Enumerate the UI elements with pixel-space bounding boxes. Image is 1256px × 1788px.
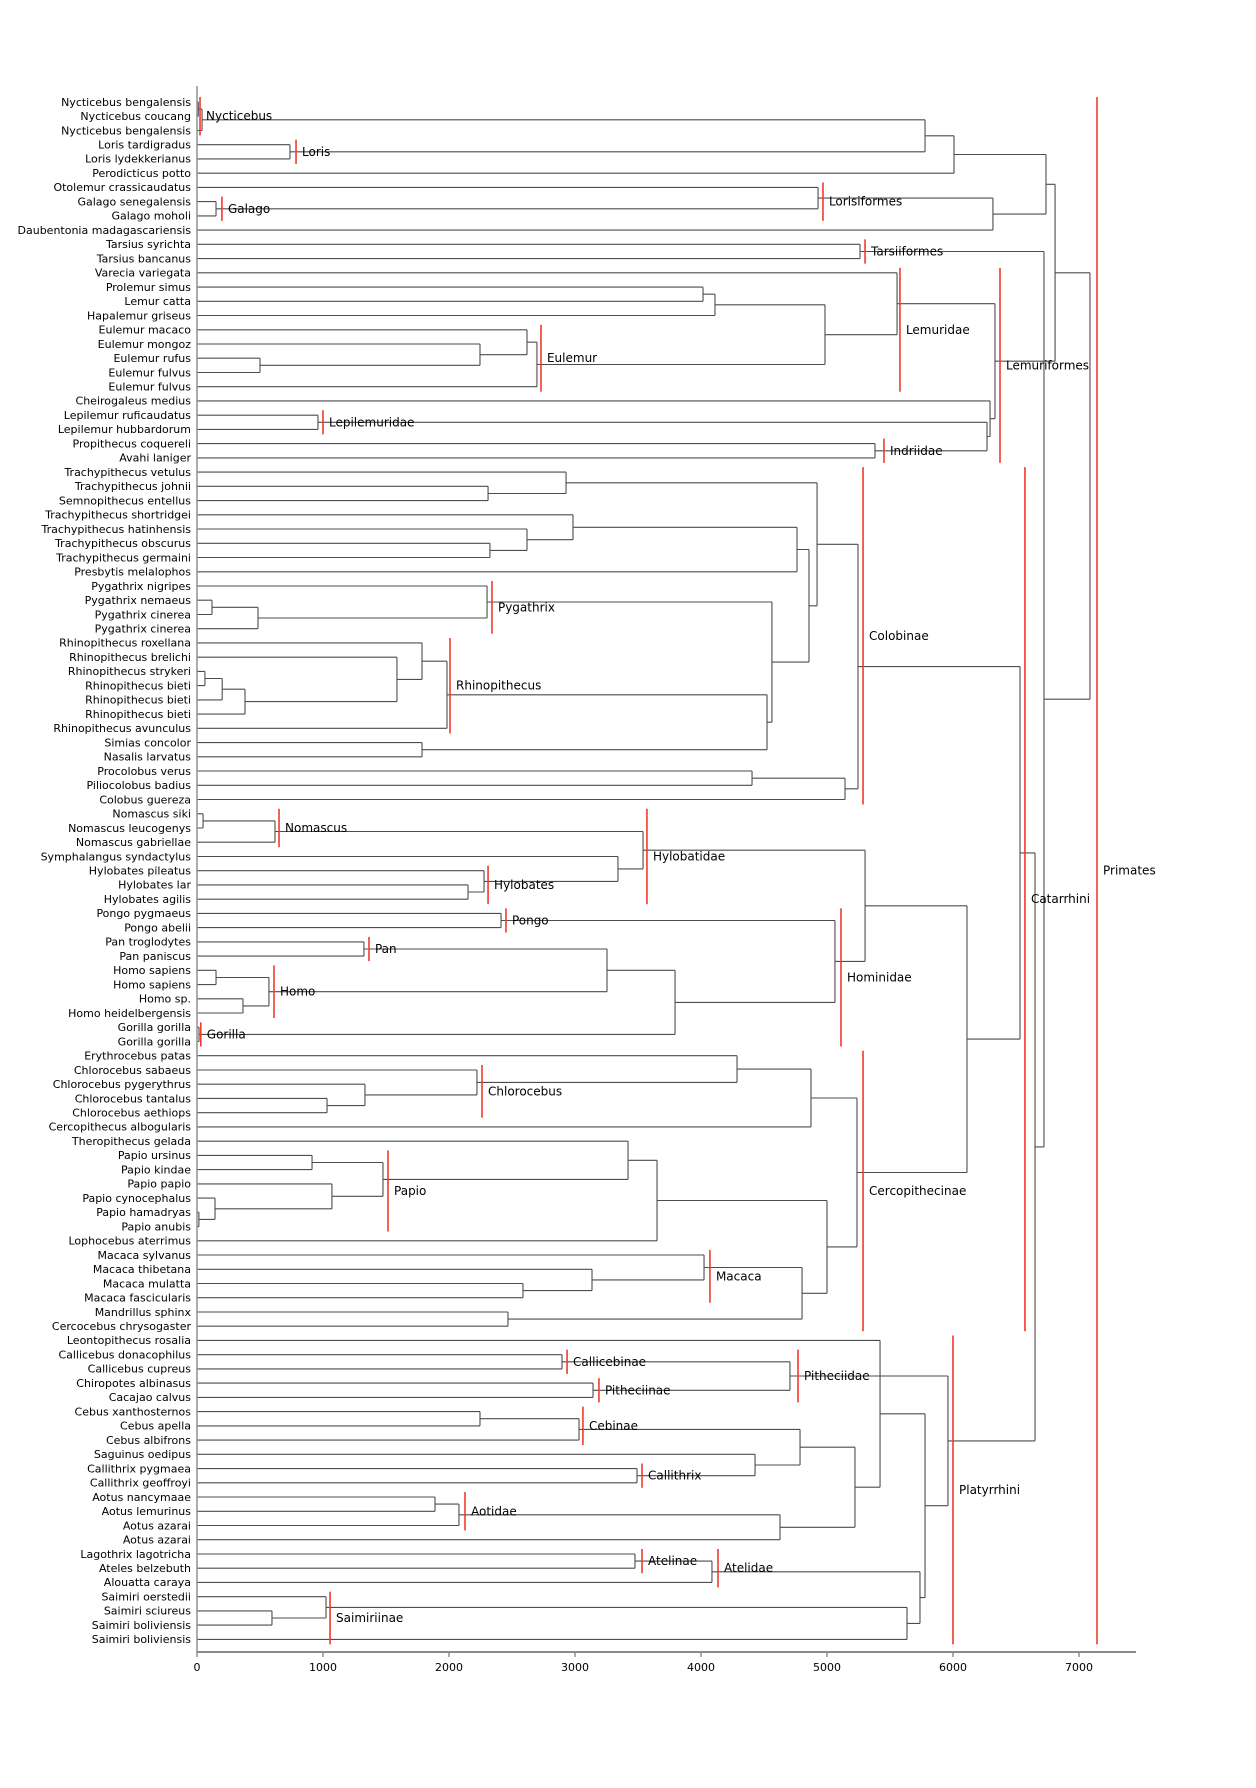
tip-label: Lepilemur ruficaudatus — [63, 408, 191, 422]
clade-label-saimiriinae: Saimiriinae — [336, 1611, 404, 1626]
clade-label-catarrhini: Catarrhini — [1030, 892, 1091, 907]
tip-label: Callicebus cupreus — [87, 1362, 191, 1376]
tip-label: Presbytis melalophos — [74, 565, 191, 579]
tip-label: Propithecus coquereli — [72, 437, 191, 451]
tip-label: Callithrix pygmaea — [87, 1462, 191, 1476]
x-axis-tick-label: 0 — [193, 1661, 201, 1674]
tip-label: Macaca fascicularis — [84, 1291, 191, 1305]
tip-label: Chlorocebus pygerythrus — [52, 1078, 191, 1092]
x-axis-tick-label: 1000 — [309, 1661, 337, 1674]
tip-label: Symphalangus syndactylus — [40, 850, 191, 864]
clade-label-eulemur: Eulemur — [546, 351, 598, 366]
tip-label: Pygathrix nigripes — [91, 579, 191, 593]
tip-label: Papio ursinus — [117, 1149, 191, 1163]
tip-label: Pongo abelii — [124, 921, 191, 935]
tip-label: Lophocebus aterrimus — [68, 1234, 191, 1248]
tip-label: Eulemur mongoz — [97, 337, 191, 351]
tip-label: Chlorocebus aethiops — [72, 1106, 191, 1120]
clade-label-atelinae: Atelinae — [648, 1554, 698, 1569]
tip-label: Varecia variegata — [94, 266, 191, 280]
tip-label: Cebus albifrons — [105, 1433, 191, 1447]
tip-label: Macaca sylvanus — [97, 1248, 191, 1262]
tip-label: Loris lydekkerianus — [85, 152, 191, 166]
tip-label: Hapalemur griseus — [86, 309, 191, 323]
clade-label-pitheciidae: Pitheciidae — [804, 1369, 870, 1384]
clade-label-atelidae: Atelidae — [724, 1561, 774, 1576]
clade-label-nycticebus: Nycticebus — [206, 109, 273, 124]
tip-label: Callicebus donacophilus — [58, 1348, 191, 1362]
tip-label: Prolemur simus — [105, 280, 191, 294]
tip-label: Rhinopithecus roxellana — [59, 636, 191, 650]
tip-label: Lemur catta — [124, 295, 191, 309]
tip-label: Galago moholi — [111, 209, 191, 223]
tip-label: Cercopithecus albogularis — [48, 1120, 191, 1134]
tip-label: Cacajao calvus — [108, 1391, 191, 1405]
clade-label-gorilla: Gorilla — [206, 1027, 246, 1042]
tip-label: Lepilemur hubbardorum — [57, 423, 191, 437]
tip-label: Mandrillus sphinx — [94, 1305, 191, 1319]
tip-label: Trachypithecus shortridgei — [45, 508, 191, 522]
tip-label: Nomascus leucogenys — [68, 821, 191, 835]
clade-label-aotidae: Aotidae — [471, 1504, 517, 1519]
tip-label: Rhinopithecus bieti — [85, 693, 191, 707]
x-axis-tick-label: 6000 — [939, 1661, 967, 1674]
tip-label: Loris tardigradus — [98, 138, 191, 152]
tip-label: Nasalis larvatus — [103, 750, 191, 764]
tip-label: Trachypithecus hatinhensis — [41, 522, 191, 536]
tip-label: Semnopithecus entellus — [58, 494, 191, 508]
tip-label: Homo sp. — [138, 992, 191, 1006]
tip-label: Perodicticus potto — [92, 166, 191, 180]
x-axis-tick-label: 3000 — [561, 1661, 589, 1674]
tip-label: Trachypithecus obscurus — [55, 537, 191, 551]
tip-label: Eulemur rufus — [113, 352, 191, 366]
tip-label: Theropithecus gelada — [71, 1134, 191, 1148]
clade-label-lemuriformes: Lemuriformes — [1005, 358, 1090, 373]
clade-label-nomascus: Nomascus — [285, 820, 348, 835]
clade-label-primates: Primates — [1103, 863, 1156, 878]
tip-label: Cebus xanthosternos — [74, 1405, 191, 1419]
tip-label: Hylobates pileatus — [88, 864, 191, 878]
tip-label: Colobus guereza — [99, 793, 191, 807]
clade-label-hylobates: Hylobates — [494, 877, 555, 892]
tip-label: Nomascus siki — [112, 807, 191, 821]
clade-label-macaca: Macaca — [715, 1269, 762, 1284]
tip-label: Ateles belzebuth — [98, 1562, 191, 1576]
tip-label: Rhinopithecus bieti — [85, 707, 191, 721]
clade-label-platyrrhini: Platyrrhini — [959, 1482, 1021, 1497]
tip-label: Cercocebus chrysogaster — [51, 1320, 191, 1334]
tip-label: Pan troglodytes — [105, 935, 191, 949]
tip-label: Nycticebus coucang — [80, 110, 191, 124]
tip-label: Macaca thibetana — [92, 1263, 191, 1277]
tip-label: Trachypithecus vetulus — [64, 465, 191, 479]
clade-label-pitheciinae: Pitheciinae — [604, 1383, 671, 1398]
tip-label: Eulemur macaco — [98, 323, 191, 337]
tip-label: Cheirogaleus medius — [75, 394, 191, 408]
tip-label: Trachypithecus germaini — [56, 551, 191, 565]
tip-label: Tarsius bancanus — [96, 252, 191, 266]
tip-label: Papio anubis — [121, 1220, 191, 1234]
tip-label: Hylobates agilis — [103, 892, 191, 906]
x-axis-tick-label: 5000 — [813, 1661, 841, 1674]
tip-label: Rhinopithecus brelichi — [69, 650, 191, 664]
tip-label: Papio cynocephalus — [82, 1191, 191, 1205]
tip-label: Tarsius syrichta — [105, 238, 191, 252]
tip-label: Pygathrix nemaeus — [84, 594, 191, 608]
tip-label: Simias concolor — [104, 736, 191, 750]
tip-label: Chiropotes albinasus — [76, 1376, 191, 1390]
tip-label: Rhinopithecus avunculus — [53, 722, 191, 736]
clade-label-indriidae: Indriidae — [889, 443, 943, 458]
tip-label: Macaca mulatta — [102, 1277, 191, 1291]
tip-label: Nycticebus bengalensis — [61, 124, 191, 138]
tip-label: Leontopithecus rosalia — [66, 1334, 191, 1348]
clade-label-rhinopithecus: Rhinopithecus — [456, 678, 542, 693]
tip-label: Callithrix geoffroyi — [89, 1476, 191, 1490]
tip-label: Saimiri boliviensis — [91, 1618, 191, 1632]
tip-label: Gorilla gorilla — [117, 1035, 191, 1049]
tip-label: Homo heidelbergensis — [68, 1006, 191, 1020]
tip-label: Saimiri oerstedii — [101, 1590, 191, 1604]
x-axis-tick-label: 2000 — [435, 1661, 463, 1674]
x-axis-tick-label: 7000 — [1065, 1661, 1093, 1674]
tip-label: Aotus lemurinus — [101, 1505, 191, 1519]
tip-label: Aotus azarai — [122, 1533, 191, 1547]
tip-label: Saimiri boliviensis — [91, 1633, 191, 1647]
tip-label: Pongo pygmaeus — [96, 907, 191, 921]
clade-label-pan: Pan — [374, 941, 397, 956]
clade-label-galago: Galago — [227, 201, 271, 216]
tip-label: Galago senegalensis — [77, 195, 191, 209]
clade-label-hylobatidae: Hylobatidae — [652, 849, 726, 864]
clade-label-papio: Papio — [394, 1183, 427, 1198]
tip-label: Pygathrix cinerea — [94, 622, 191, 636]
tip-label: Avahi laniger — [119, 451, 191, 465]
tip-label: Rhinopithecus strykeri — [67, 665, 191, 679]
tip-label: Procolobus verus — [97, 764, 191, 778]
clade-label-callithrix: Callithrix — [648, 1468, 702, 1483]
clade-label-hominidae: Hominidae — [846, 970, 912, 985]
tip-label: Piliocolobus badius — [86, 779, 191, 793]
tip-label: Eulemur fulvus — [108, 380, 191, 394]
tip-label: Papio kindae — [120, 1163, 191, 1177]
tip-label: Aotus azarai — [122, 1519, 191, 1533]
clade-label-tarsiiformes: Tarsiiformes — [871, 244, 944, 259]
tip-label: Homo sapiens — [113, 978, 191, 992]
tip-label: Erythrocebus patas — [84, 1049, 191, 1063]
clade-label-lorisiformes: Lorisiformes — [828, 194, 903, 209]
tip-label: Nycticebus bengalensis — [61, 95, 191, 109]
tip-label: Papio papio — [127, 1177, 191, 1191]
tip-label: Eulemur fulvus — [108, 366, 191, 380]
clade-label-chlorocebus: Chlorocebus — [488, 1084, 563, 1099]
clade-label-colobinae: Colobinae — [869, 628, 929, 643]
tip-label: Chlorocebus tantalus — [74, 1092, 191, 1106]
tip-label: Saimiri sciureus — [103, 1604, 191, 1618]
clade-label-homo: Homo — [279, 984, 316, 999]
clade-label-lepilemuridae: Lepilemuridae — [329, 415, 415, 430]
tip-label: Lagothrix lagotricha — [80, 1547, 191, 1561]
clade-label-callicebinae: Callicebinae — [573, 1354, 647, 1369]
clade-label-loris: Loris — [302, 144, 331, 159]
tip-label: Nomascus gabriellae — [75, 836, 191, 850]
tip-label: Hylobates lar — [118, 878, 191, 892]
tip-label: Daubentonia madagascariensis — [17, 223, 191, 237]
tip-label: Papio hamadryas — [96, 1206, 191, 1220]
tip-label: Chlorocebus sabaeus — [73, 1063, 191, 1077]
clade-label-pongo: Pongo — [511, 913, 549, 928]
tip-label: Trachypithecus johnii — [74, 480, 191, 494]
tip-label: Alouatta caraya — [103, 1576, 191, 1590]
clade-label-pygathrix: Pygathrix — [497, 600, 555, 615]
tip-label: Cebus apella — [120, 1419, 191, 1433]
clade-label-cebinae: Cebinae — [588, 1418, 639, 1433]
tip-label: Pygathrix cinerea — [94, 608, 191, 622]
clade-label-lemuridae: Lemuridae — [905, 322, 970, 337]
clade-label-cercopithecinae: Cercopithecinae — [869, 1183, 967, 1198]
tip-label: Aotus nancymaae — [92, 1490, 191, 1504]
tip-label: Gorilla gorilla — [117, 1021, 191, 1035]
tip-label: Saguinus oedipus — [93, 1448, 191, 1462]
x-axis-tick-label: 4000 — [687, 1661, 715, 1674]
tip-label: Homo sapiens — [113, 964, 191, 978]
tip-label: Pan paniscus — [119, 949, 191, 963]
tip-label: Rhinopithecus bieti — [85, 679, 191, 693]
tip-label: Otolemur crassicaudatus — [53, 181, 191, 195]
